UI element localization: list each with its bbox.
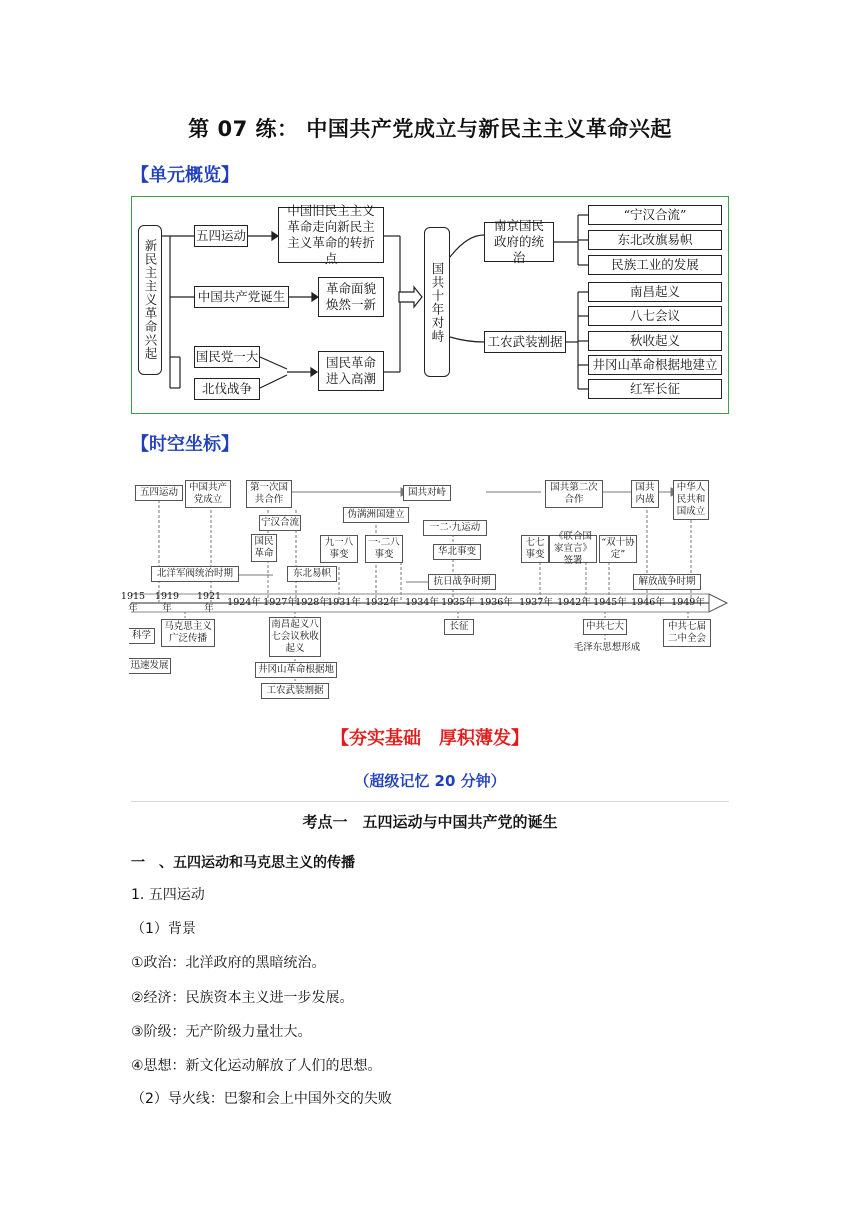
tl-may-fourth: 五四运动 [135, 485, 183, 501]
tl-ninghan-merge: 宁汉合流 [259, 515, 301, 531]
tl-year-1928: 1928年 [295, 597, 329, 608]
tl-mao-thought: 毛泽东思想形成 [573, 642, 641, 653]
tl-july-7-incident: 七七事变 [521, 535, 549, 563]
tl-sept-18-incident: 九一八事变 [320, 535, 358, 563]
tl-second-plenum: 中共七届二中全会 [663, 619, 711, 647]
body-line-background: （1）背景 [131, 921, 196, 937]
concept-nanchang-uprising: 南昌起义 [588, 282, 722, 302]
tl-year-1949: 1949年 [671, 597, 705, 608]
document-title: 第 07 练： 中国共产党成立与新民主主义革命兴起 [188, 117, 672, 141]
tl-national-revolution: 国民革命 [251, 534, 277, 562]
tl-science: 科学 [129, 628, 155, 644]
tl-year-1946: 1946年 [631, 597, 665, 608]
concept-national-industry: 民族工业的发展 [588, 255, 722, 275]
concept-may-fourth: 五四运动 [194, 225, 248, 247]
tl-december-ninth: 一二·九运动 [423, 520, 487, 536]
concept-root: 新民主主义革命兴起 [138, 225, 162, 375]
tl-marxism-spread: 马克思主义广泛传播 [161, 619, 215, 647]
tl-northeast-flag: 东北易帜 [287, 566, 337, 582]
tl-beiyang-period: 北洋军阀统治时期 [151, 566, 239, 582]
tl-seventh-congress: 中共七大 [583, 619, 627, 635]
knowledge-point-title: 考点一 五四运动与中国共产党的诞生 [302, 813, 558, 831]
concept-map [131, 196, 729, 414]
tl-year-1924: 1924年 [227, 597, 261, 608]
concept-autumn-harvest: 秋收起义 [588, 331, 722, 351]
concept-northeast-flag: 东北改旗易帜 [588, 230, 722, 250]
tl-kmt-cpc-standoff: 国共对峙 [403, 485, 451, 501]
section-spacetime-heading: 【时空坐标】 [131, 434, 239, 455]
tl-anti-japanese-period: 抗日战争时期 [428, 574, 496, 590]
tl-double-tenth: “双十协定” [599, 535, 637, 563]
tl-year-1919: 1919年 [154, 591, 180, 614]
tl-year-1937: 1937年 [519, 597, 553, 608]
concept-nanjing-government: 南京国民政府的统治 [484, 222, 554, 262]
body-line-trigger: （2）导火线：巴黎和会上中国外交的失败 [131, 1091, 392, 1107]
body-line-heading: 一 、五四运动和马克思主义的传播 [131, 855, 355, 871]
tl-year-1934: 1934年 [405, 597, 439, 608]
tl-year-1932: 1932年 [365, 597, 399, 608]
concept-cpc-birth: 中国共产党诞生 [194, 286, 289, 308]
body-line-politics: ①政治：北洋政府的黑暗统治。 [131, 955, 326, 971]
tl-year-1936: 1936年 [479, 597, 513, 608]
tl-jan-28-incident: 一·二八事变 [365, 535, 403, 563]
concept-armed-separatism: 工农武装割据 [484, 331, 566, 353]
tl-prc-founded: 中华人民共和国成立 [673, 480, 709, 520]
tl-liberation-war-period: 解放战争时期 [633, 574, 701, 590]
section-overview-heading: 【单元概览】 [131, 165, 239, 186]
concept-august-seventh: 八七会议 [588, 306, 722, 326]
body-line-thought: ④思想：新文化运动解放了人们的思想。 [131, 1058, 382, 1074]
concept-kmt-congress: 国民党一大 [194, 346, 260, 368]
concept-turning-point: 中国旧民主主义革命走向新民主主义革命的转折点 [278, 207, 384, 263]
concept-northern-expedition: 北伐战争 [194, 378, 260, 400]
tl-year-1945: 1945年 [593, 597, 627, 608]
practice-subheading: （超级记忆 20 分钟） [354, 772, 506, 790]
timeline [120, 472, 730, 704]
concept-new-look: 革命面貌焕然一新 [318, 277, 384, 317]
tl-year-1927: 1927年 [263, 597, 297, 608]
tl-year-1921: 1921年 [196, 591, 222, 614]
tl-year-1942: 1942年 [557, 597, 591, 608]
tl-cpc-founded: 中国共产党成立 [185, 480, 231, 508]
tl-uprisings: 南昌起义八七会议秋收起义 [269, 617, 321, 657]
body-line-economy: ②经济：民族资本主义进一步发展。 [131, 990, 354, 1006]
tl-second-coop: 国共第二次合作 [545, 480, 603, 508]
tl-un-declaration: 《联合国家宣言》签署 [549, 535, 597, 563]
tl-long-march: 长征 [444, 619, 474, 635]
tl-first-coop: 第一次国共合作 [246, 480, 292, 508]
tl-civil-war: 国共内战 [631, 480, 659, 508]
tl-manchukuo: 伪满洲国建立 [343, 507, 409, 523]
practice-heading: 【夯实基础 厚积薄发】 [331, 728, 529, 749]
section-divider [131, 801, 729, 802]
concept-long-march: 红军长征 [588, 379, 722, 399]
concept-revolution-climax: 国民革命进入高潮 [318, 351, 384, 391]
tl-jinggangshan-base: 井冈山革命根据地 [255, 662, 337, 678]
tl-year-1935: 1935年 [441, 597, 475, 608]
concept-ninghan-merge: “宁汉合流” [588, 205, 722, 225]
tl-armed-separatism: 工农武装割据 [261, 683, 329, 699]
concept-ten-year-standoff: 国共十年对峙 [424, 227, 450, 377]
tl-year-1931: 1931年 [327, 597, 361, 608]
tl-north-china-incident: 华北事变 [433, 544, 481, 560]
body-line-class: ③阶级：无产阶级力量壮大。 [131, 1024, 312, 1040]
concept-jinggangshan: 井冈山革命根据地建立 [588, 355, 722, 375]
tl-rapid-development: 迅速发展 [129, 658, 171, 674]
body-line-may-fourth: 1. 五四运动 [131, 887, 205, 903]
tl-year-1915: 1915年 [120, 591, 146, 614]
